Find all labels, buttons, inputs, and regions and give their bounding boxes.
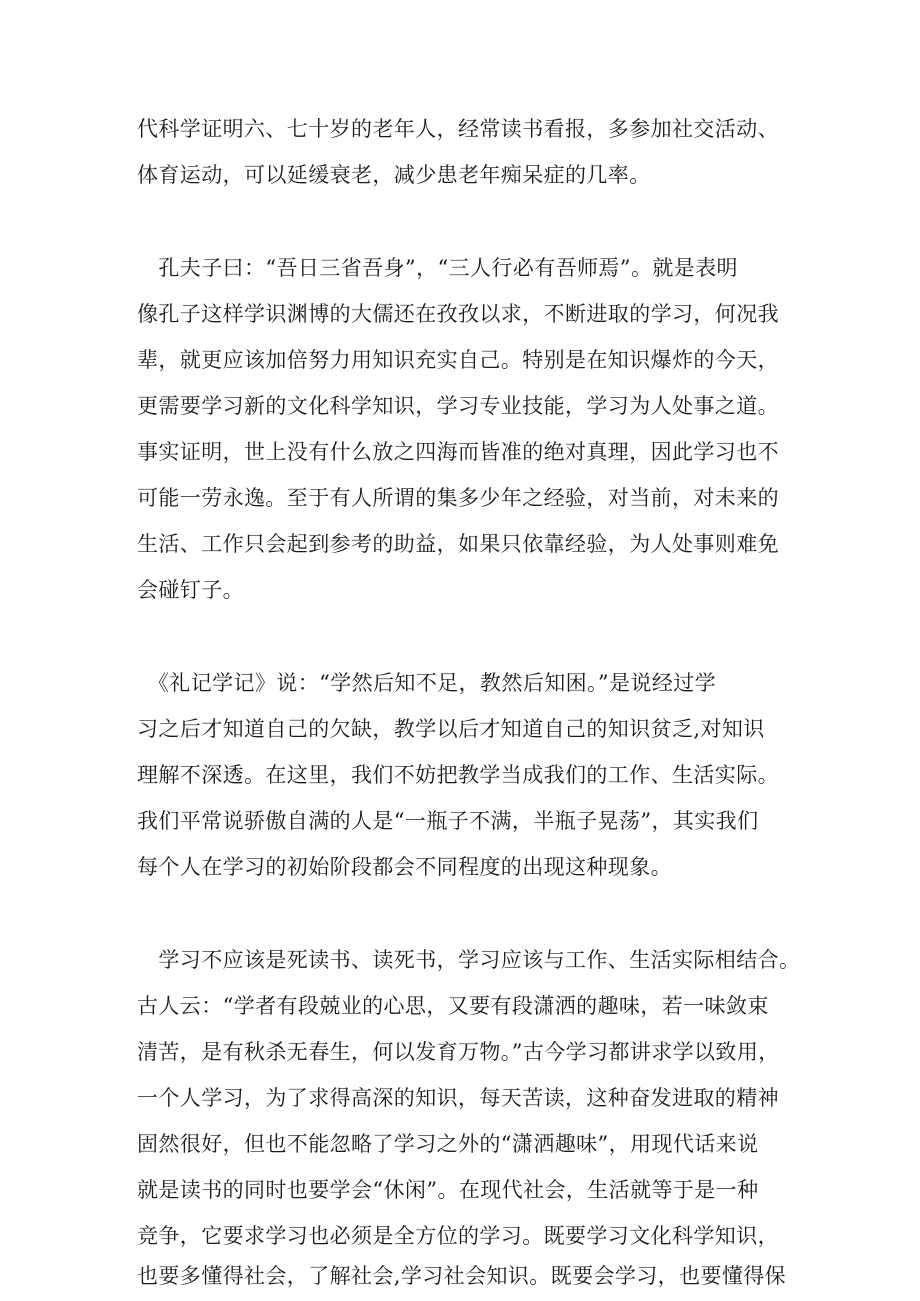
text-line: 辈，就更应该加倍努力用知识充实自己。特别是在知识爆炸的今天， — [137, 348, 779, 372]
text-line: 每个人在学习的初始阶段都会不同程度的出现这种现象。 — [137, 855, 672, 879]
text-line: 清苦，是有秋杀无春生，何以发育万物。”古今学习都讲求学以致用， — [137, 1040, 780, 1064]
text-line: 体育运动，可以延缓衰老，减少患老年痴呆症的几率。 — [137, 163, 651, 187]
text-line: 《礼记学记》说：“学然后知不足，教然后知困。”是说经过学 — [137, 671, 717, 695]
text-line: 习之后才知道自己的欠缺，教学以后才知道自己的知识贫乏,对知识 — [137, 717, 765, 741]
text-line: 生活、工作只会起到参考的助益，如果只依靠经验，为人处事则难免 — [137, 532, 779, 556]
text-line: 固然很好，但也不能忽略了学习之外的“潇洒趣味”，用现代话来说 — [137, 1132, 759, 1156]
text-line: 孔夫子曰：“吾日三省吾身”，“三人行必有吾师焉”。就是表明 — [137, 256, 738, 280]
text-line: 事实证明，世上没有什么放之四海而皆准的绝对真理，因此学习也不 — [137, 440, 779, 464]
text-line: 学习不应该是死读书、读死书，学习应该与工作、生活实际相结合。 — [137, 948, 801, 972]
text-line: 像孔子这样学识渊博的大儒还在孜孜以求，不断进取的学习，何况我 — [137, 302, 779, 326]
text-line: 理解不深透。在这里，我们不妨把教学当成我们的工作、生活实际。 — [137, 763, 779, 787]
text-line: 我们平常说骄傲自满的人是“一瓶子不满，半瓶子晃荡”，其实我们 — [137, 809, 759, 833]
text-line: 代科学证明六、七十岁的老年人，经常读书看报，多参加社交活动、 — [137, 117, 779, 141]
text-line: 一个人学习，为了求得高深的知识，每天苦读，这种奋发进取的精神 — [137, 1086, 779, 1110]
text-line: 也要多懂得社会，了解社会,学习社会知识。既要会学习，也要懂得保 — [137, 1264, 787, 1288]
text-line: 更需要学习新的文化科学知识，学习专业技能，学习为人处事之道。 — [137, 394, 779, 418]
text-line: 竞争，它要求学习也必须是全方位的学习。既要学习文化科学知识， — [137, 1224, 779, 1248]
text-line: 古人云：“学者有段兢业的心思，又要有段潇洒的趣味，若一味敛束 — [137, 994, 769, 1018]
text-line: 就是读书的同时也要学会“休闲”。在现代社会，生活就等于是一种 — [137, 1178, 759, 1202]
text-line: 会碰钉子。 — [137, 578, 244, 602]
text-line: 可能一劳永逸。至于有人所谓的集多少年之经验，对当前，对未来的 — [137, 486, 779, 510]
